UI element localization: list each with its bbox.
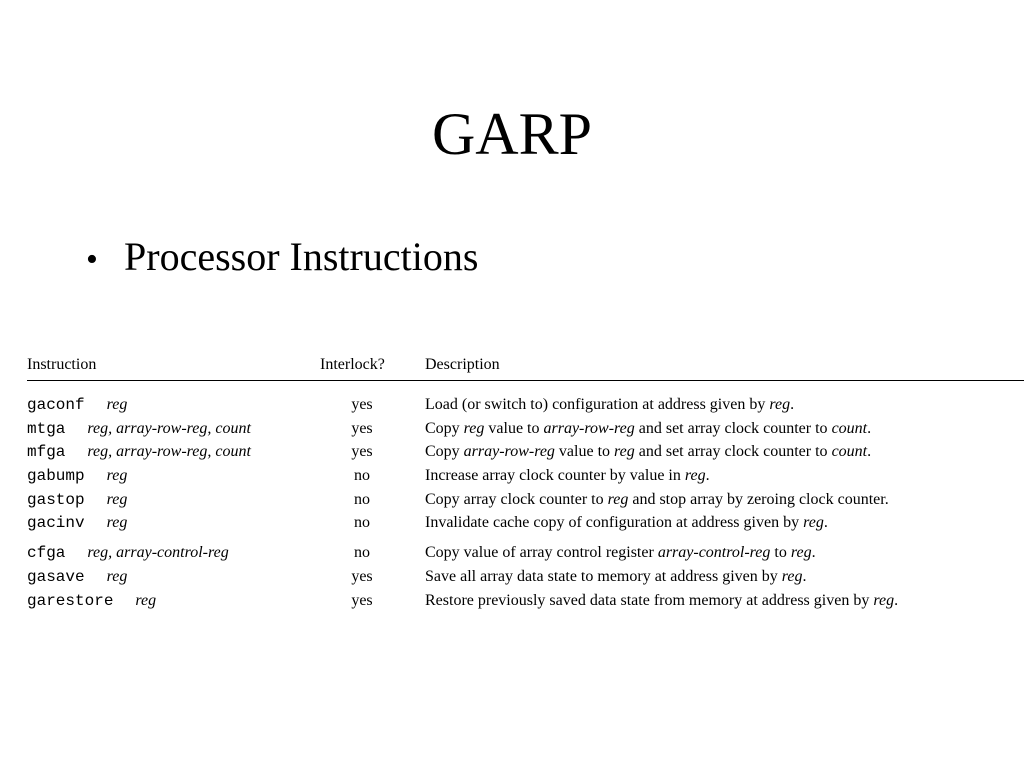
instruction-mnemonic: mtga xyxy=(27,419,66,438)
description-text: Copy xyxy=(425,443,464,461)
description-text: . xyxy=(811,544,816,562)
table-row xyxy=(27,393,1024,417)
description-text: Save all array data state to memory at address given by xyxy=(425,567,782,585)
table-row xyxy=(27,417,1024,441)
description-cell xyxy=(425,491,889,509)
interlock-cell: no xyxy=(354,467,370,485)
description-term: count xyxy=(831,443,868,461)
instruction-args: reg xyxy=(106,567,128,585)
description-text: Copy value of array control register xyxy=(425,544,658,562)
description-cell xyxy=(425,514,828,532)
instruction-args: reg xyxy=(106,514,128,532)
description-term: reg xyxy=(803,514,824,532)
description-text: Copy array clock counter to xyxy=(425,490,608,508)
description-text: Restore previously saved data state from memory at address given by xyxy=(425,591,874,609)
table-group-2 xyxy=(27,541,1024,612)
table-group-1 xyxy=(27,393,1024,535)
slide-title: GARP xyxy=(431,101,593,167)
description-text: and set array clock counter to xyxy=(634,443,832,461)
interlock-cell: yes xyxy=(351,443,373,461)
instruction-table xyxy=(27,352,1024,612)
table-row xyxy=(27,541,1024,565)
description-cell xyxy=(425,568,807,586)
instruction-mnemonic: mfga xyxy=(27,443,66,462)
instruction-args: reg xyxy=(106,490,128,508)
table-row xyxy=(27,488,1024,512)
instruction-mnemonic: gaconf xyxy=(27,396,85,414)
description-term: reg xyxy=(614,443,635,461)
instruction-args: reg, array-row-reg, count xyxy=(87,443,251,461)
description-text: and set array clock counter to xyxy=(634,419,832,437)
header-instruction: Instruction xyxy=(27,356,97,373)
description-text: . xyxy=(867,443,872,461)
instruction-mnemonic: gasave xyxy=(27,567,85,586)
table-header xyxy=(27,352,1024,381)
instruction-cell xyxy=(27,491,127,509)
instruction-cell xyxy=(27,420,251,438)
description-term: count xyxy=(831,419,868,437)
instruction-args: reg, array-control-reg xyxy=(87,544,229,562)
description-term: reg xyxy=(790,544,812,562)
description-text: . xyxy=(867,419,872,437)
description-text: . xyxy=(705,467,710,485)
instruction-cell xyxy=(27,568,127,586)
description-text: and stop array by zeroing clock counter. xyxy=(628,490,889,508)
instruction-args: reg xyxy=(106,396,128,413)
instruction-cell xyxy=(27,443,251,461)
instruction-mnemonic: gastop xyxy=(27,490,85,509)
interlock-cell: yes xyxy=(351,591,373,609)
description-text: . xyxy=(802,567,807,585)
instruction-args: reg xyxy=(106,467,128,485)
interlock-cell: no xyxy=(354,514,370,532)
description-term: reg xyxy=(781,567,803,585)
description-text: . xyxy=(894,591,899,609)
instruction-mnemonic: gacinv xyxy=(27,514,85,533)
interlock-cell: no xyxy=(354,490,370,508)
instruction-mnemonic: gabump xyxy=(27,467,85,486)
interlock-cell: yes xyxy=(351,396,373,413)
interlock-cell: yes xyxy=(351,567,373,585)
description-cell xyxy=(425,467,710,485)
description-term: array-row-reg xyxy=(543,419,635,437)
bullet-dot-icon: • xyxy=(86,241,98,278)
header-description: Description xyxy=(425,356,500,373)
table-row xyxy=(27,589,1024,613)
description-text: . xyxy=(790,396,795,413)
description-text: Load (or switch to) configuration at address given by xyxy=(425,396,770,413)
description-text: Copy xyxy=(425,419,464,437)
description-term: array-control-reg xyxy=(657,544,771,562)
description-text: Invalidate cache copy of configuration at address given by xyxy=(425,514,804,532)
description-cell xyxy=(425,592,898,610)
instruction-cell xyxy=(27,514,127,532)
instruction-cell xyxy=(27,544,229,562)
instruction-mnemonic: garestore xyxy=(27,591,114,610)
instruction-cell xyxy=(27,592,156,610)
bullet-text: Processor Instructions xyxy=(124,234,479,279)
bullet-item xyxy=(86,232,478,285)
description-cell xyxy=(425,443,871,461)
interlock-cell: yes xyxy=(351,419,373,437)
description-term: reg xyxy=(769,396,791,413)
description-text: Increase array clock counter by value in xyxy=(425,467,685,485)
header-interlock: Interlock? xyxy=(320,356,385,373)
interlock-cell: no xyxy=(354,544,370,562)
description-term: reg xyxy=(607,490,629,508)
table-row xyxy=(27,511,1024,535)
instruction-args: reg, array-row-reg, count xyxy=(87,419,251,437)
description-cell xyxy=(425,420,871,438)
description-cell xyxy=(425,544,816,562)
description-term: reg xyxy=(873,591,895,609)
description-text: value to xyxy=(554,443,615,461)
description-cell xyxy=(425,396,794,414)
instruction-cell xyxy=(27,396,127,414)
description-text: value to xyxy=(484,419,544,437)
table-row xyxy=(27,464,1024,488)
description-term: array-row-reg xyxy=(463,443,555,461)
instruction-mnemonic: cfga xyxy=(27,544,66,563)
table-row xyxy=(27,440,1024,464)
description-term: reg xyxy=(463,419,485,437)
instruction-cell xyxy=(27,467,127,485)
description-text: to xyxy=(770,544,791,562)
description-text: . xyxy=(823,514,828,532)
description-term: reg xyxy=(684,467,706,485)
instruction-args: reg xyxy=(135,591,157,609)
table-row xyxy=(27,565,1024,589)
